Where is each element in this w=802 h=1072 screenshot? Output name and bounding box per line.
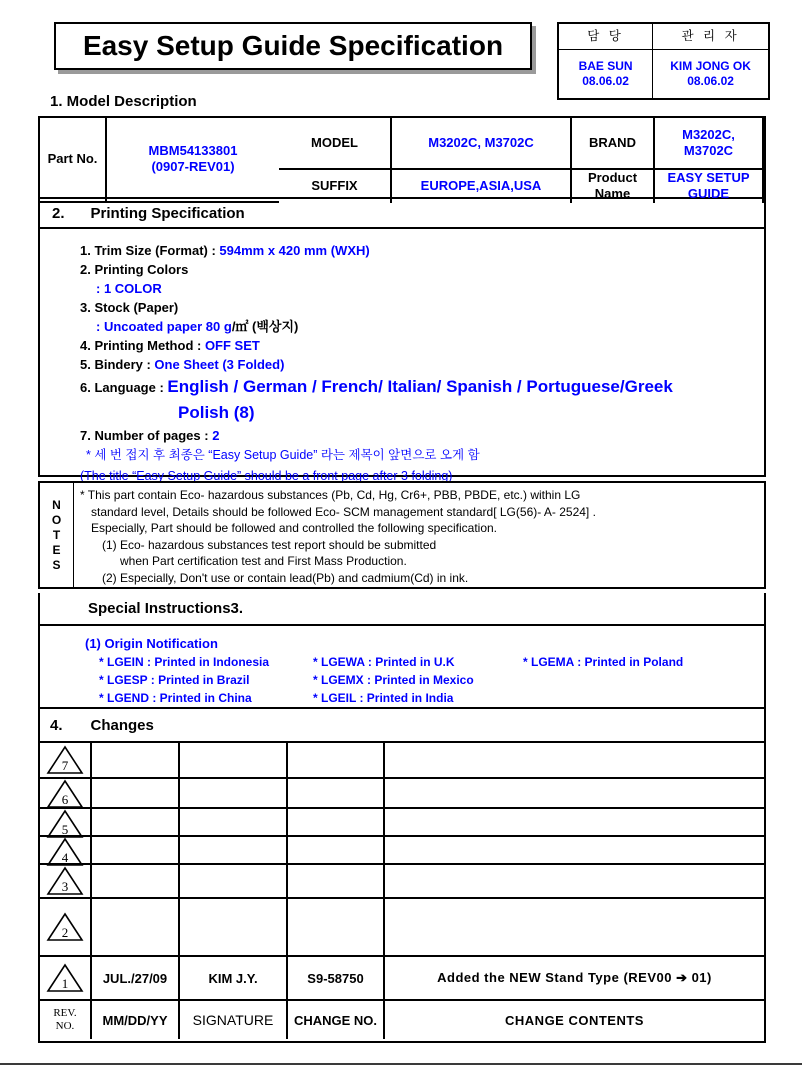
revision-number: 7	[61, 758, 69, 773]
origin-notification-heading: (1) Origin Notification	[85, 636, 218, 651]
spec-bindery-value: One Sheet (3 Folded)	[154, 357, 285, 372]
page-title: Easy Setup Guide Specification	[82, 30, 504, 61]
origin-row	[85, 653, 764, 671]
revision-signature-cell	[180, 899, 288, 955]
spec-language	[80, 374, 764, 400]
revision-number: 1	[61, 976, 69, 991]
revision-contents-cell	[385, 899, 764, 955]
revision-change-no-cell	[288, 779, 385, 809]
revision-change-no-cell	[288, 899, 385, 955]
brand-value-cell: M3202C, M3702C	[655, 118, 764, 170]
rev-marker-cell	[40, 899, 92, 955]
spec-stock-value	[80, 317, 764, 336]
rev-marker-cell	[40, 779, 92, 809]
spec-language-value: English / German / French/ Italian/ Spanish / Portuguese/Greek	[167, 377, 673, 396]
notes-label-e: E	[52, 542, 61, 557]
revision-signature-cell: KIM J.Y.	[180, 957, 288, 999]
rev-marker-cell	[40, 809, 92, 839]
rev-marker-cell	[40, 865, 92, 897]
section-4-number: 4.	[50, 716, 63, 734]
notes-label-n: N	[52, 497, 61, 512]
revision-triangle-icon	[46, 809, 84, 839]
table-row	[40, 957, 764, 1001]
change-contents-header-cell: CHANGE CONTENTS	[505, 1012, 644, 1028]
table-row	[40, 809, 764, 837]
revision-triangle-icon	[46, 866, 84, 896]
section-2-heading: Printing Specification	[90, 204, 245, 222]
revision-change-no-cell	[288, 809, 385, 839]
spec-language-continued	[80, 400, 764, 426]
notes-line-4: (1) Eco- hazardous substances test report should be submitted	[102, 537, 437, 552]
model-value-cell: M3202C, M3702C	[392, 118, 572, 170]
approval-header-supervisor: 관 리 자	[653, 24, 768, 50]
revision-change-no-cell	[288, 743, 385, 777]
revision-triangle-icon	[46, 963, 84, 993]
revision-signature-cell	[180, 779, 288, 809]
section-3-heading-bar	[38, 593, 766, 626]
revision-date-cell	[92, 865, 180, 897]
approval-supervisor-name: KIM JONG OK	[670, 59, 751, 73]
product-name-label-cell: Product Name	[572, 170, 655, 203]
table-row	[40, 837, 764, 865]
notes-label-s: S	[52, 557, 61, 572]
notes-label-t: T	[52, 527, 61, 542]
notes-line-6: (2) Especially, Don't use or contain lead(Pb) and cadmium(Cd) in ink.	[102, 570, 469, 585]
revision-date-cell	[92, 837, 180, 867]
revision-change-no-cell	[288, 837, 385, 867]
part-no-line-2: (0907-REV01)	[151, 159, 235, 175]
spec-bindery	[80, 355, 764, 374]
revision-signature-cell	[180, 837, 288, 867]
section-2-heading-bar	[38, 199, 766, 229]
approval-manager-name: BAE SUN	[578, 59, 633, 73]
approval-manager-date: 08.06.02	[582, 74, 629, 88]
spec-number-of-pages-label: 7. Number of pages :	[80, 428, 213, 443]
change-no-header-cell: CHANGE NO.	[288, 1001, 385, 1039]
approval-box	[557, 22, 770, 100]
brand-label-cell: BRAND	[572, 118, 655, 170]
section-2-number: 2.	[52, 204, 65, 222]
spec-trim-size-label: 1. Trim Size (Format) :	[80, 243, 220, 258]
rev-marker-cell	[40, 743, 92, 777]
spec-language-label: 6. Language :	[80, 380, 168, 395]
approval-signer-supervisor	[653, 50, 768, 98]
revision-contents-cell	[385, 865, 764, 897]
page-bottom-rule	[0, 1063, 802, 1065]
origin-row	[85, 671, 764, 689]
revision-triangle-icon	[46, 779, 84, 809]
origin-cell	[523, 689, 723, 707]
spec-trim-size-value: 594mm x 420 mm (WXH)	[219, 243, 370, 258]
signature-header-cell: SIGNATURE	[180, 1001, 288, 1039]
spec-stock-label: 3. Stock (Paper)	[80, 300, 179, 315]
rev-no-header-label	[53, 1007, 76, 1033]
spec-printing-method	[80, 336, 764, 355]
notes-text	[74, 483, 764, 587]
section-3-body	[38, 626, 766, 709]
document-title-banner	[54, 22, 532, 70]
spec-trim-size	[80, 241, 764, 260]
origin-cell: * LGEIL : Printed in India	[313, 691, 454, 705]
notes-label	[40, 483, 74, 587]
spec-number-of-pages-value: 2	[212, 428, 220, 443]
spec-language-value-2: Polish (8)	[178, 403, 255, 422]
part-no-value-cell	[107, 118, 279, 203]
revision-date-cell: JUL./27/09	[92, 957, 180, 999]
revision-contents-cell: Added the NEW Stand Type (REV00 ➔ 01)	[437, 970, 712, 985]
rev-no-header-line-1: REV.	[53, 1007, 77, 1019]
table-footer-row	[40, 1001, 764, 1039]
suffix-value-cell: EUROPE,ASIA,USA	[392, 170, 572, 203]
product-name-value-cell: EASY SETUP GUIDE	[655, 170, 764, 203]
spec-folding-note-korean: * 세 번 접지 후 최종은 “Easy Setup Guide” 라는 제목이 앞면으로 오게 함	[86, 448, 480, 462]
revision-triangle-icon	[46, 837, 84, 867]
table-row	[40, 779, 764, 809]
revision-triangle-icon	[46, 912, 84, 942]
notes-line-5: when Part certification test and First Mass Production.	[120, 554, 407, 568]
origin-cell: * LGEMX : Printed in Mexico	[313, 673, 474, 687]
revision-triangle-icon	[46, 745, 84, 775]
table-row	[40, 865, 764, 899]
revision-contents-cell	[385, 809, 764, 839]
spec-printing-method-label: 4. Printing Method :	[80, 338, 205, 353]
revision-date-cell	[92, 809, 180, 839]
origin-cell: * LGEMA : Printed in Poland	[523, 655, 684, 669]
part-no-label-cell: Part No.	[40, 118, 107, 203]
origin-cell	[523, 671, 723, 689]
date-header-cell: MM/DD/YY	[92, 1001, 180, 1039]
changes-table	[38, 743, 766, 1043]
printing-specification-body	[38, 229, 766, 483]
revision-number: 4	[61, 850, 69, 865]
origin-cell: * LGESP : Printed in Brazil	[99, 673, 250, 687]
approval-signer-manager	[559, 50, 653, 98]
spec-folding-note-english: (The title “Easy Setup Guide” should be a front page after 3 folding)	[80, 469, 453, 483]
section-4-heading-bar	[38, 709, 766, 743]
table-row	[40, 743, 764, 779]
rev-no-header-cell	[40, 1001, 92, 1039]
origin-row	[85, 689, 764, 707]
spec-printing-colors-label: 2. Printing Colors	[80, 262, 189, 277]
spec-stock-value-text: : Uncoated paper 80 g	[96, 319, 232, 334]
revision-number: 2	[61, 925, 69, 940]
notes-line-1: * This part contain Eco- hazardous substances (Pb, Cd, Hg, Cr6+, PBB, PBDE, etc.) within LG	[80, 488, 581, 502]
origin-cell: * LGEIN : Printed in Indonesia	[99, 655, 270, 669]
origin-cell: * LGEND : Printed in China	[99, 691, 252, 705]
revision-number: 5	[61, 822, 69, 837]
revision-signature-cell	[180, 865, 288, 897]
section-1-heading: 1. Model Description	[50, 93, 197, 110]
rev-marker-cell	[40, 957, 92, 999]
revision-date-cell	[92, 899, 180, 955]
revision-contents-cell	[385, 743, 764, 777]
notes-line-2: standard level, Details should be followed Eco- SCM management standard[ LG(56)- A- 2524] .	[91, 504, 596, 519]
notes-block	[38, 481, 766, 589]
suffix-label-cell: SUFFIX	[279, 170, 392, 203]
spec-stock-unit: /㎡	[231, 319, 253, 334]
spec-number-of-pages	[80, 426, 764, 445]
spec-printing-method-value: OFF SET	[204, 338, 260, 353]
revision-date-cell	[92, 779, 180, 809]
revision-change-no-cell	[288, 865, 385, 897]
revision-number: 3	[61, 879, 69, 894]
revision-contents-cell	[385, 779, 764, 809]
notes-line-3: Especially, Part should be followed and controlled the following specification.	[91, 521, 498, 535]
revision-number: 6	[61, 792, 69, 807]
revision-change-no-cell: S9-58750	[288, 957, 385, 999]
approval-header-manager: 담 당	[559, 24, 653, 50]
revision-signature-cell	[180, 809, 288, 839]
model-description-table	[38, 116, 766, 202]
approval-supervisor-date: 08.06.02	[687, 74, 734, 88]
section-4-heading: Changes	[90, 716, 154, 734]
rev-marker-cell	[40, 837, 92, 867]
origin-cell: * LGEWA : Printed in U.K	[313, 655, 455, 669]
revision-contents-cell	[385, 837, 764, 867]
part-no-line-1: MBM54133801	[148, 143, 238, 158]
model-label-cell: MODEL	[279, 118, 392, 170]
spec-bindery-label: 5. Bindery :	[80, 357, 155, 372]
revision-signature-cell	[180, 743, 288, 777]
spec-stock-korean: (백상지)	[252, 319, 299, 334]
table-row	[40, 899, 764, 957]
rev-no-header-line-2: NO.	[55, 1020, 75, 1032]
section-3-heading: Special Instructions3.	[88, 600, 244, 617]
revision-date-cell	[92, 743, 180, 777]
notes-label-o: O	[51, 512, 62, 527]
spec-printing-colors-value: : 1 COLOR	[96, 281, 162, 296]
